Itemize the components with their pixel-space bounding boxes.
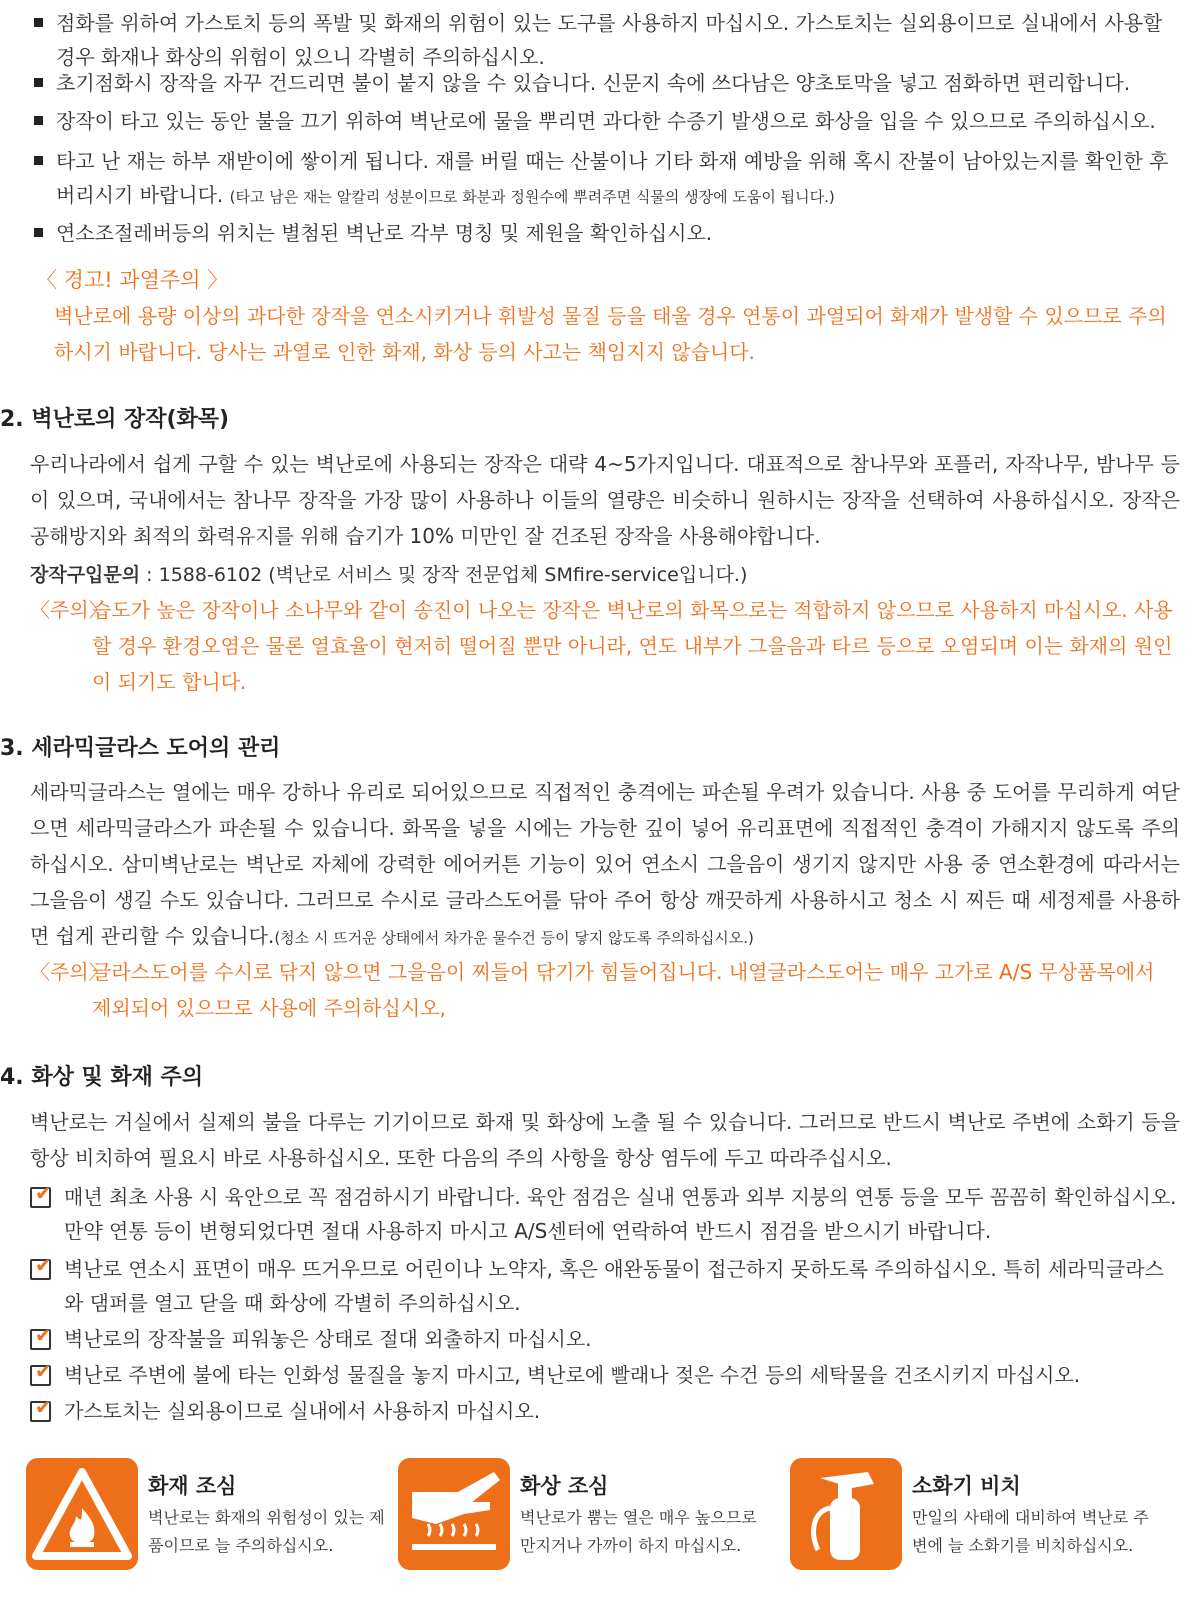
- bullet-text: 장작이 타고 있는 동안 불을 끄기 위하여 벽난로에 물을 뿌리면 과다한 수증기 발생으로 화상을 입을 수 있으므로 주의하십시오.: [56, 109, 1156, 133]
- caution-text: 습도가 높은 장작이나 소나무와 같이 송진이 나오는 장작은 벽난로의 화목으로는 적합하지 않으므로 사용하지 마십시오. 사용할 경우 환경오염은 물론 열효율이 현저히 떨어질 뿐만 아니라, 연도 내부가 그을음과 타르 등으로 오염되며 이는 화재의 원인이 되기도 합니다.: [92, 598, 1173, 694]
- section-paragraph: [30, 774, 1180, 956]
- caution-card-fire: [26, 1458, 396, 1618]
- checklist-item: [30, 1252, 1180, 1320]
- bullet-marker: [34, 78, 43, 87]
- hot-surface-icon: [398, 1458, 510, 1570]
- section-paragraph: 벽난로는 거실에서 실제의 불을 다루는 기기이므로 화재 및 화상에 노출 될 수 있습니다. 그러므로 반드시 벽난로 주변에 소화기 등을 항상 비치하여 필요시 바로 사용하십시오. 또한 다음의 주의 사항을 항상 염두에 두고 따라주십시오.: [30, 1110, 1180, 1170]
- bullet-item: [30, 216, 1170, 250]
- fire-warning-icon: [26, 1458, 138, 1570]
- checklist-text: 벽난로 주변에 불에 타는 인화성 물질을 놓지 마시고, 벽난로에 빨래나 젖은 수건 등의 세탁물을 건조시키지 마십시오.: [64, 1363, 1081, 1387]
- inquiry-label: 장작구입문의: [30, 564, 141, 586]
- bullet-marker: [34, 116, 43, 125]
- section-heading: 3. 세라믹글라스 도어의 관리: [0, 736, 281, 761]
- caution-label: 〈주의〉: [30, 598, 109, 622]
- bullet-marker: [34, 18, 43, 27]
- card-title: 소화기 비치: [912, 1474, 1021, 1498]
- checklist-text: 벽난로 연소시 표면이 매우 뜨거우므로 어린이나 노약자, 혹은 애완동물이 접근하지 못하도록 주의하십시오. 특히 세라믹글라스와 댐퍼를 열고 닫을 때 화상에 각별히 주의하십시오.: [64, 1257, 1164, 1315]
- section-heading: 4. 화상 및 화재 주의: [0, 1065, 204, 1090]
- checklist-text: 매년 최초 사용 시 육안으로 꼭 점검하시기 바랍니다. 육안 점검은 실내 연통과 외부 지붕의 연통 등을 모두 꼼꼼히 확인하십시오. 만약 연통 등이 변형되었다면 절대 사용하지 마시고 A/S센터에 연락하여 반드시 점검을 받으시기 바랍니다.: [64, 1185, 1177, 1243]
- bullet-text: 점화를 위하여 가스토치 등의 폭발 및 화재의 위험이 있는 도구를 사용하지 마십시오. 가스토치는 실외용이므로 실내에서 사용할 경우 화재나 화상의 위험이 있으니 각별히 주의하십시오.: [56, 11, 1163, 69]
- bullet-note: (타고 남은 재는 알칼리 성분이므로 화분과 정원수에 뿌려주면 식물의 생장에 도움이 됩니다.): [229, 188, 835, 206]
- bullet-item: [30, 144, 1170, 214]
- card-description: 벽난로가 뿜는 열은 매우 높으므로 만지거나 가까이 하지 마십시오.: [520, 1508, 757, 1555]
- bullet-item: [30, 104, 1170, 138]
- checkbox-icon: ✔: [30, 1365, 51, 1386]
- section-heading: 2. 벽난로의 장작(화목): [0, 407, 230, 432]
- bullet-marker: [34, 156, 43, 165]
- wood-inquiry: [30, 560, 747, 587]
- checkbox-icon: ✔: [30, 1259, 51, 1280]
- bullet-item: [30, 6, 1170, 74]
- bullet-item: [30, 66, 1170, 100]
- caution-note: [30, 954, 1180, 1026]
- bullet-text: 타고 난 재는 하부 재받이에 쌓이게 됩니다. 재를 버릴 때는 산불이나 기타 화재 예방을 위해 혹시 잔불이 남아있는지를 확인한 후 버리시기 바랍니다.: [56, 149, 1169, 207]
- inquiry-text: : 1588-6102 (벽난로 서비스 및 장작 전문업체 SMfire-service입니다.): [140, 564, 748, 586]
- caution-note: [30, 592, 1180, 700]
- checklist-item: [30, 1180, 1180, 1248]
- card-description: 벽난로는 화재의 위험성이 있는 제품이므로 늘 주의하십시오.: [148, 1508, 385, 1555]
- checklist-item: [30, 1394, 1180, 1428]
- checkbox-icon: ✔: [30, 1401, 51, 1422]
- section-paragraph-text: 세라믹글라스는 열에는 매우 강하나 유리로 되어있으므로 직접적인 충격에는 파손될 우려가 있습니다. 사용 중 도어를 무리하게 여닫으면 세라믹글라스가 파손될 수 있습니다. 화목을 넣을 시에는 가능한 깊이 넣어 유리표면에 직접적인 충격이 가해지지 않도록 주의하십시오. 삼미벽난로는 벽난로 자체에 강력한 에어커튼 기능이 있어 연소시 그을음이 생기지 않지만 사용 중 연소환경에 따라서는 그을음이 생길 수도 있습니다. 그러므로 수시로 글라스도어를 닦아 주어 항상 깨끗하게 사용하시고 청소 시 찌든 때 세정제를 사용하면 쉽게 관리할 수 있습니다.: [30, 780, 1180, 948]
- checkbox-icon: ✔: [30, 1329, 51, 1350]
- section-paragraph: 우리나라에서 쉽게 구할 수 있는 벽난로에 사용되는 장작은 대략 4~5가지입니다. 대표적으로 참나무와 포플러, 자작나무, 밤나무 등이 있으며, 국내에서는 참나무 장작을 가장 많이 사용하나 이들의 열량은 비슷하니 원하시는 장작을 선택하여 사용하십시오. 장작은 공해방지와 최적의 화력유지를 위해 습기가 10% 미만인 잘 건조된 장작을 사용해야합니다.: [30, 452, 1180, 548]
- caution-label: 〈주의〉: [30, 960, 109, 984]
- checklist-item: [30, 1322, 1180, 1356]
- card-title: 화상 조심: [520, 1474, 609, 1498]
- caution-card-burn: [398, 1458, 768, 1618]
- warning-body: 벽난로에 용량 이상의 과다한 장작을 연소시키거나 휘발성 물질 등을 태울 경우 연통이 과열되어 화재가 발생할 수 있으므로 주의하시기 바랍니다. 당사는 과열로 인한 화재, 화상 등의 사고는 책임지지 않습니다.: [54, 304, 1167, 364]
- caution-card-extinguisher: [790, 1458, 1160, 1618]
- warning-title: 〈 경고! 과열주의 〉: [36, 268, 229, 292]
- bullet-text: 초기점화시 장작을 자꾸 건드리면 불이 붙지 않을 수 있습니다. 신문지 속에 쓰다남은 양초토막을 넣고 점화하면 편리합니다.: [56, 71, 1131, 95]
- checklist-text: 가스토치는 실외용이므로 실내에서 사용하지 마십시오.: [64, 1399, 541, 1423]
- paragraph-note: (청소 시 뜨거운 상태에서 차가운 물수건 등이 닿지 않도록 주의하십시오.): [274, 929, 754, 947]
- bullet-text: 연소조절레버등의 위치는 별첨된 벽난로 각부 명칭 및 제원을 확인하십시오.: [56, 221, 713, 245]
- checklist-item: [30, 1358, 1180, 1392]
- fire-extinguisher-icon: [790, 1458, 902, 1570]
- bullet-marker: [34, 228, 43, 237]
- checklist-text: 벽난로의 장작불을 피워놓은 상태로 절대 외출하지 마십시오.: [64, 1327, 592, 1351]
- card-description: 만일의 사태에 대비하여 벽난로 주변에 늘 소화기를 비치하십시오.: [912, 1508, 1149, 1555]
- card-title: 화재 조심: [148, 1474, 237, 1498]
- checkbox-icon: ✔: [30, 1187, 51, 1208]
- caution-text: 글라스도어를 수시로 닦지 않으면 그을음이 찌들어 닦기가 힘들어집니다. 내열글라스도어는 매우 고가로 A/S 무상품목에서 제외되어 있으므로 사용에 주의하십시오,: [92, 960, 1155, 1020]
